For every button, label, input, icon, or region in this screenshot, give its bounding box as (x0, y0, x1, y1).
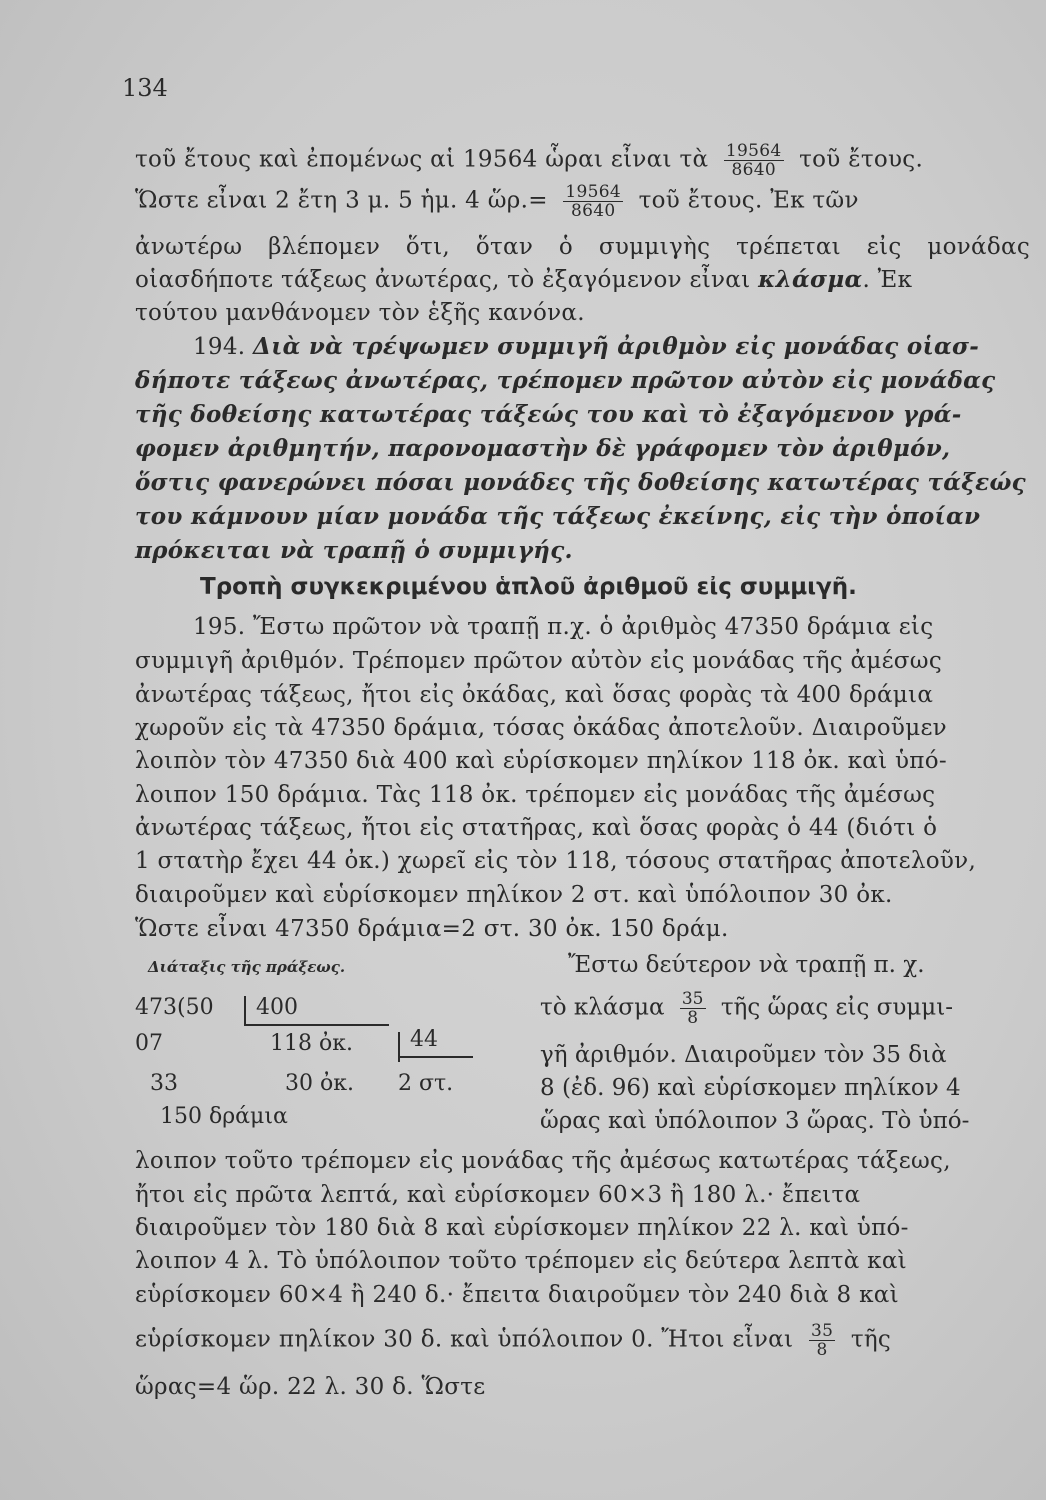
text-line: εὑρίσκομεν 60×4 ἢ 240 δ.· ἔπειτα διαιροῦμεν τὸν 240 διὰ 8 καὶ (135, 1282, 899, 1308)
section-number: 194. (193, 334, 246, 360)
remainder: 07 (135, 1031, 163, 1056)
divisor: 400 (256, 995, 298, 1020)
text-line: 1 στατὴρ ἔχει 44 ὀκ.) χωρεῖ εἰς τὸν 118, τόσους στατῆρας ἀποτελοῦν, (135, 848, 977, 874)
rule-line: δήποτε τάξεως ἀνωτέρας, τρέπομεν πρῶτον αὐτὸν εἰς μονάδας (135, 367, 996, 394)
text-line: ὥρας καὶ ὑπόλοιπον 3 ὥρας. Τὸ ὑπό- (540, 1108, 970, 1134)
text-span: οἱασδήποτε τάξεως ἀνωτέρας, τὸ ἐξαγόμενον εἶναι (135, 267, 751, 293)
text-line: διαιροῦμεν τὸν 180 διὰ 8 καὶ εὑρίσκομεν πηλίκον 22 λ. καὶ ὑπό- (135, 1215, 909, 1241)
text-span: εὑρίσκομεν πηλίκον 30 δ. καὶ ὑπόλοιπον 0. Ἤτοι εἶναι (135, 1326, 794, 1353)
quotient: 2 στ. (398, 1071, 454, 1096)
text-line (540, 990, 1030, 1027)
divisor: 44 (410, 1027, 438, 1052)
fraction-numerator: 35 (810, 1321, 834, 1341)
rule-line: του κάμνουν μίαν μονάδα τῆς τάξεως ἐκείνης, εἰς τὴν ὁποίαν (135, 503, 981, 530)
text-line (135, 183, 1030, 220)
page-number: 134 (122, 74, 168, 102)
fraction-denominator: 8640 (731, 160, 776, 180)
text-line: λοιπον 150 δράμια. Τὰς 118 ὀκ. τρέπομεν εἰς μονάδας τῆς ἀμέσως (135, 782, 936, 808)
text-line (135, 265, 1030, 295)
text-span: τὸ κλάσμα (540, 994, 665, 1021)
text-line: 195. Ἔστω πρῶτον νὰ τραπῇ π.χ. ὁ ἀριθμὸς 47350 δράμια εἰς (193, 614, 934, 640)
text-line: ἀνωτέρας τάξεως, ἤτοι εἰς ὀκάδας, καὶ ὅσας φορὰς τὰ 400 δράμια (135, 682, 934, 708)
section-heading: Τροπὴ συγκεκριμένου ἁπλοῦ ἀριθμοῦ εἰς συμμιγῆ. (200, 574, 857, 600)
rule-line: πρόκειται νὰ τραπῇ ὁ συμμιγής. (135, 537, 573, 564)
text-span: τοῦ ἔτους. Ἐκ τῶν (638, 187, 859, 214)
text-span: Ὥστε εἶναι 2 ἔτη 3 μ. 5 ἡμ. 4 ὥρ.= (135, 187, 548, 214)
text-line: τούτου μανθάνομεν τὸν ἑξῆς κανόνα. (135, 300, 585, 326)
text-line: ἀνωτέρω βλέπομεν ὅτι, ὅταν ὁ συμμιγὴς τρέπεται εἰς μονάδας (135, 234, 1030, 260)
division-caption: Διάταξις τῆς πράξεως. (148, 958, 346, 976)
fraction (680, 990, 706, 1027)
rule-line (193, 332, 1030, 362)
text-line: ἀνωτέρας τάξεως, ἤτοι εἰς στατῆρας, καὶ ὅσας φορὰς ὁ 44 (διότι ὁ (135, 815, 938, 841)
rule-line: ὅστις φανερώνει πόσαι μονάδες τῆς δοθείσης κατωτέρας τάξεώς (135, 469, 1026, 496)
remainder: 30 ὀκ. (285, 1071, 354, 1096)
text-span: τοῦ ἔτους καὶ ἐπομένως αἱ 19564 ὧραι εἶναι τὰ (135, 146, 709, 173)
rule-line: φομεν ἀριθμητήν, παρονομαστὴν δὲ γράφομεν τὸν ἀριθμόν, (135, 435, 951, 462)
text-line (135, 142, 1030, 179)
text-line: λοιπον τοῦτο τρέπομεν εἰς μονάδας τῆς ἀμέσως κατωτέρας τάξεως, (135, 1148, 951, 1174)
fraction-numerator: 19564 (725, 141, 782, 161)
text-line: χωροῦν εἰς τὰ 47350 δράμια, τόσας ὀκάδας ἀποτελοῦν. Διαιροῦμεν (135, 715, 947, 741)
text-span: τῆς ὥρας εἰς συμμι- (720, 994, 954, 1021)
text-span: τῆς (850, 1326, 892, 1353)
text-line: διαιροῦμεν καὶ εὑρίσκομεν πηλίκον 2 στ. καὶ ὑπόλοιπον 30 ὀκ. (135, 882, 893, 908)
text-line (135, 1322, 1030, 1359)
text-span: τοῦ ἔτους. (799, 146, 924, 173)
text-line: Ἔστω δεύτερον νὰ τραπῇ π. χ. (568, 952, 925, 978)
text-line: ὥρας=4 ὥρ. 22 λ. 30 δ. Ὥστε (135, 1374, 486, 1400)
final-remainder: 150 δράμια (160, 1104, 288, 1129)
fraction (563, 183, 623, 220)
quotient: 118 ὀκ. (270, 1031, 353, 1056)
fraction-denominator: 8 (816, 1340, 828, 1360)
fraction-numerator: 19564 (565, 182, 621, 202)
text-line: γῆ ἀριθμόν. Διαιροῦμεν τὸν 35 διὰ (540, 1042, 947, 1068)
division-underline (244, 1024, 389, 1026)
text-line: λοιπον 4 λ. Τὸ ὑπόλοιπον τοῦτο τρέπομεν εἰς δεύτερα λεπτὰ καὶ (135, 1248, 907, 1274)
fraction-denominator: 8640 (570, 201, 616, 221)
emphasis-text: κλάσμα (758, 266, 863, 293)
text-line: Ὥστε εἶναι 47350 δράμια=2 στ. 30 ὀκ. 150 δράμ. (135, 916, 729, 942)
text-line: 8 (ἐδ. 96) καὶ εὑρίσκομεν πηλίκον 4 (540, 1075, 961, 1101)
division-bar (244, 996, 246, 1026)
fraction-numerator: 35 (681, 989, 704, 1009)
fraction (724, 142, 784, 179)
text-line: ἤτοι εἰς πρῶτα λεπτά, καὶ εὑρίσκομεν 60×3 ἢ 180 λ.· ἔπειτα (135, 1182, 861, 1208)
fraction (809, 1322, 835, 1359)
rule-text: Διὰ νὰ τρέψωμεν συμμιγῆ ἀριθμὸν εἰς μονάδας οἱασ- (253, 333, 980, 360)
text-line: λοιπὸν τὸν 47350 διὰ 400 καὶ εὑρίσκομεν πηλίκον 118 ὀκ. καὶ ὑπό- (135, 748, 947, 774)
fraction-denominator: 8 (687, 1008, 699, 1028)
remainder: 33 (150, 1071, 178, 1096)
rule-line: τῆς δοθείσης κατωτέρας τάξεώς του καὶ τὸ ἐξαγόμενον γρά- (135, 401, 962, 428)
text-span: . Ἐκ (862, 267, 913, 293)
division-underline (398, 1056, 473, 1058)
text-line: συμμιγῆ ἀριθμόν. Τρέπομεν πρῶτον αὐτὸν εἰς μονάδας τῆς ἀμέσως (135, 648, 943, 674)
dividend: 473(50 (135, 995, 214, 1020)
